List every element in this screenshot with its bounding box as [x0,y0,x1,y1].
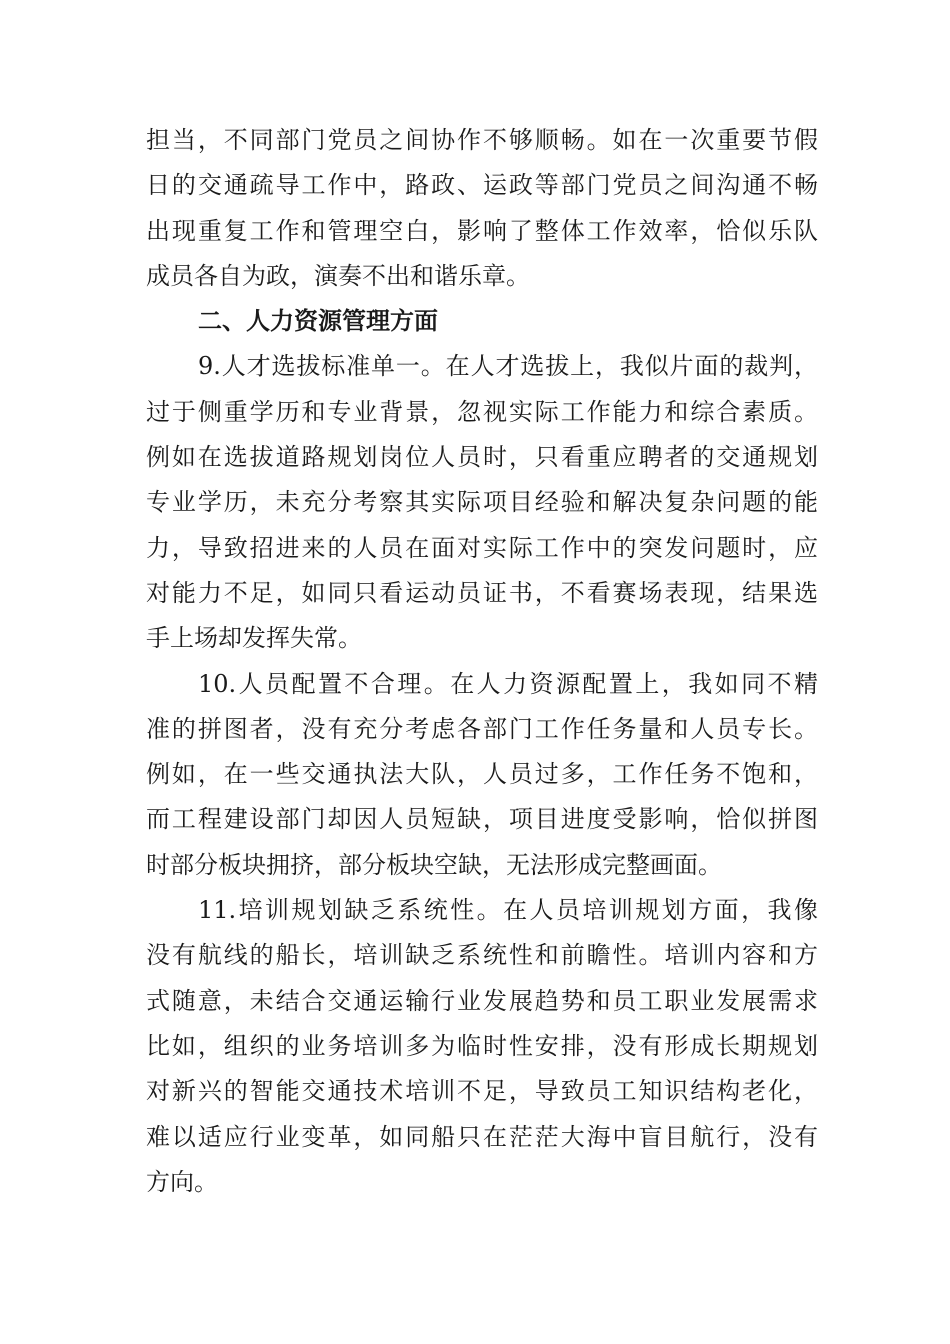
text-line: 手上场却发挥失常。 [146,624,362,653]
text-line: 日的交通疏导工作中，路政、运政等部门党员之间沟通不畅 [146,171,818,200]
text-line: 专业学历，未充分考察其实际项目经验和解决复杂问题的能 [146,488,818,517]
text-line: 过于侧重学历和专业背景，忽视实际工作能力和综合素质。 [146,397,818,426]
text-line: 时部分板块拥挤，部分板块空缺，无法形成完整画面。 [146,850,722,879]
text-line: 式随意，未结合交通运输行业发展趋势和员工职业发展需求 [146,986,818,1015]
text-line: 10.人员配置不合理。在人力资源配置上，我如同不精 [198,669,818,698]
text-line: 出现重复工作和管理空白，影响了整体工作效率，恰似乐队 [146,216,818,245]
document-body [146,118,818,1205]
text-line: 方向。 [146,1167,218,1196]
text-line: 比如，组织的业务培训多为临时性安排，没有形成长期规划 [146,1031,818,1060]
text-line: 没有航线的船长，培训缺乏系统性和前瞻性。培训内容和方 [146,941,818,970]
paragraph-continuation [146,118,818,299]
text-line: 对新兴的智能交通技术培训不足，导致员工知识结构老化， [146,1077,818,1106]
text-line: 而工程建设部门却因人员短缺，项目进度受影响，恰似拼图 [146,805,818,834]
text-line: 准的拼图者，没有充分考虑各部门工作任务量和人员专长。 [146,714,818,743]
paragraph-9 [146,344,818,661]
text-line: 11.培训规划缺乏系统性。在人员培训规划方面，我像 [198,896,818,925]
section-heading-text: 二、人力资源管理方面 [198,307,438,336]
text-line: 例如在选拔道路规划岗位人员时，只看重应聘者的交通规划 [146,443,818,472]
text-line: 担当，不同部门党员之间协作不够顺畅。如在一次重要节假 [146,126,818,154]
paragraph-11 [146,888,818,1205]
text-line: 难以适应行业变革，如同船只在茫茫大海中盲目航行，没有 [146,1122,818,1151]
section-heading [146,299,818,344]
text-line: 力，导致招进来的人员在面对实际工作中的突发问题时，应 [146,533,818,562]
text-line: 成员各自为政，演奏不出和谐乐章。 [146,261,530,290]
text-line: 对能力不足，如同只看运动员证书，不看赛场表现，结果选 [146,578,818,607]
paragraph-10 [146,662,818,888]
text-line: 例如，在一些交通执法大队，人员过多，工作任务不饱和， [146,760,818,789]
text-line: 9.人才选拔标准单一。在人才选拔上，我似片面的裁判， [198,352,818,381]
